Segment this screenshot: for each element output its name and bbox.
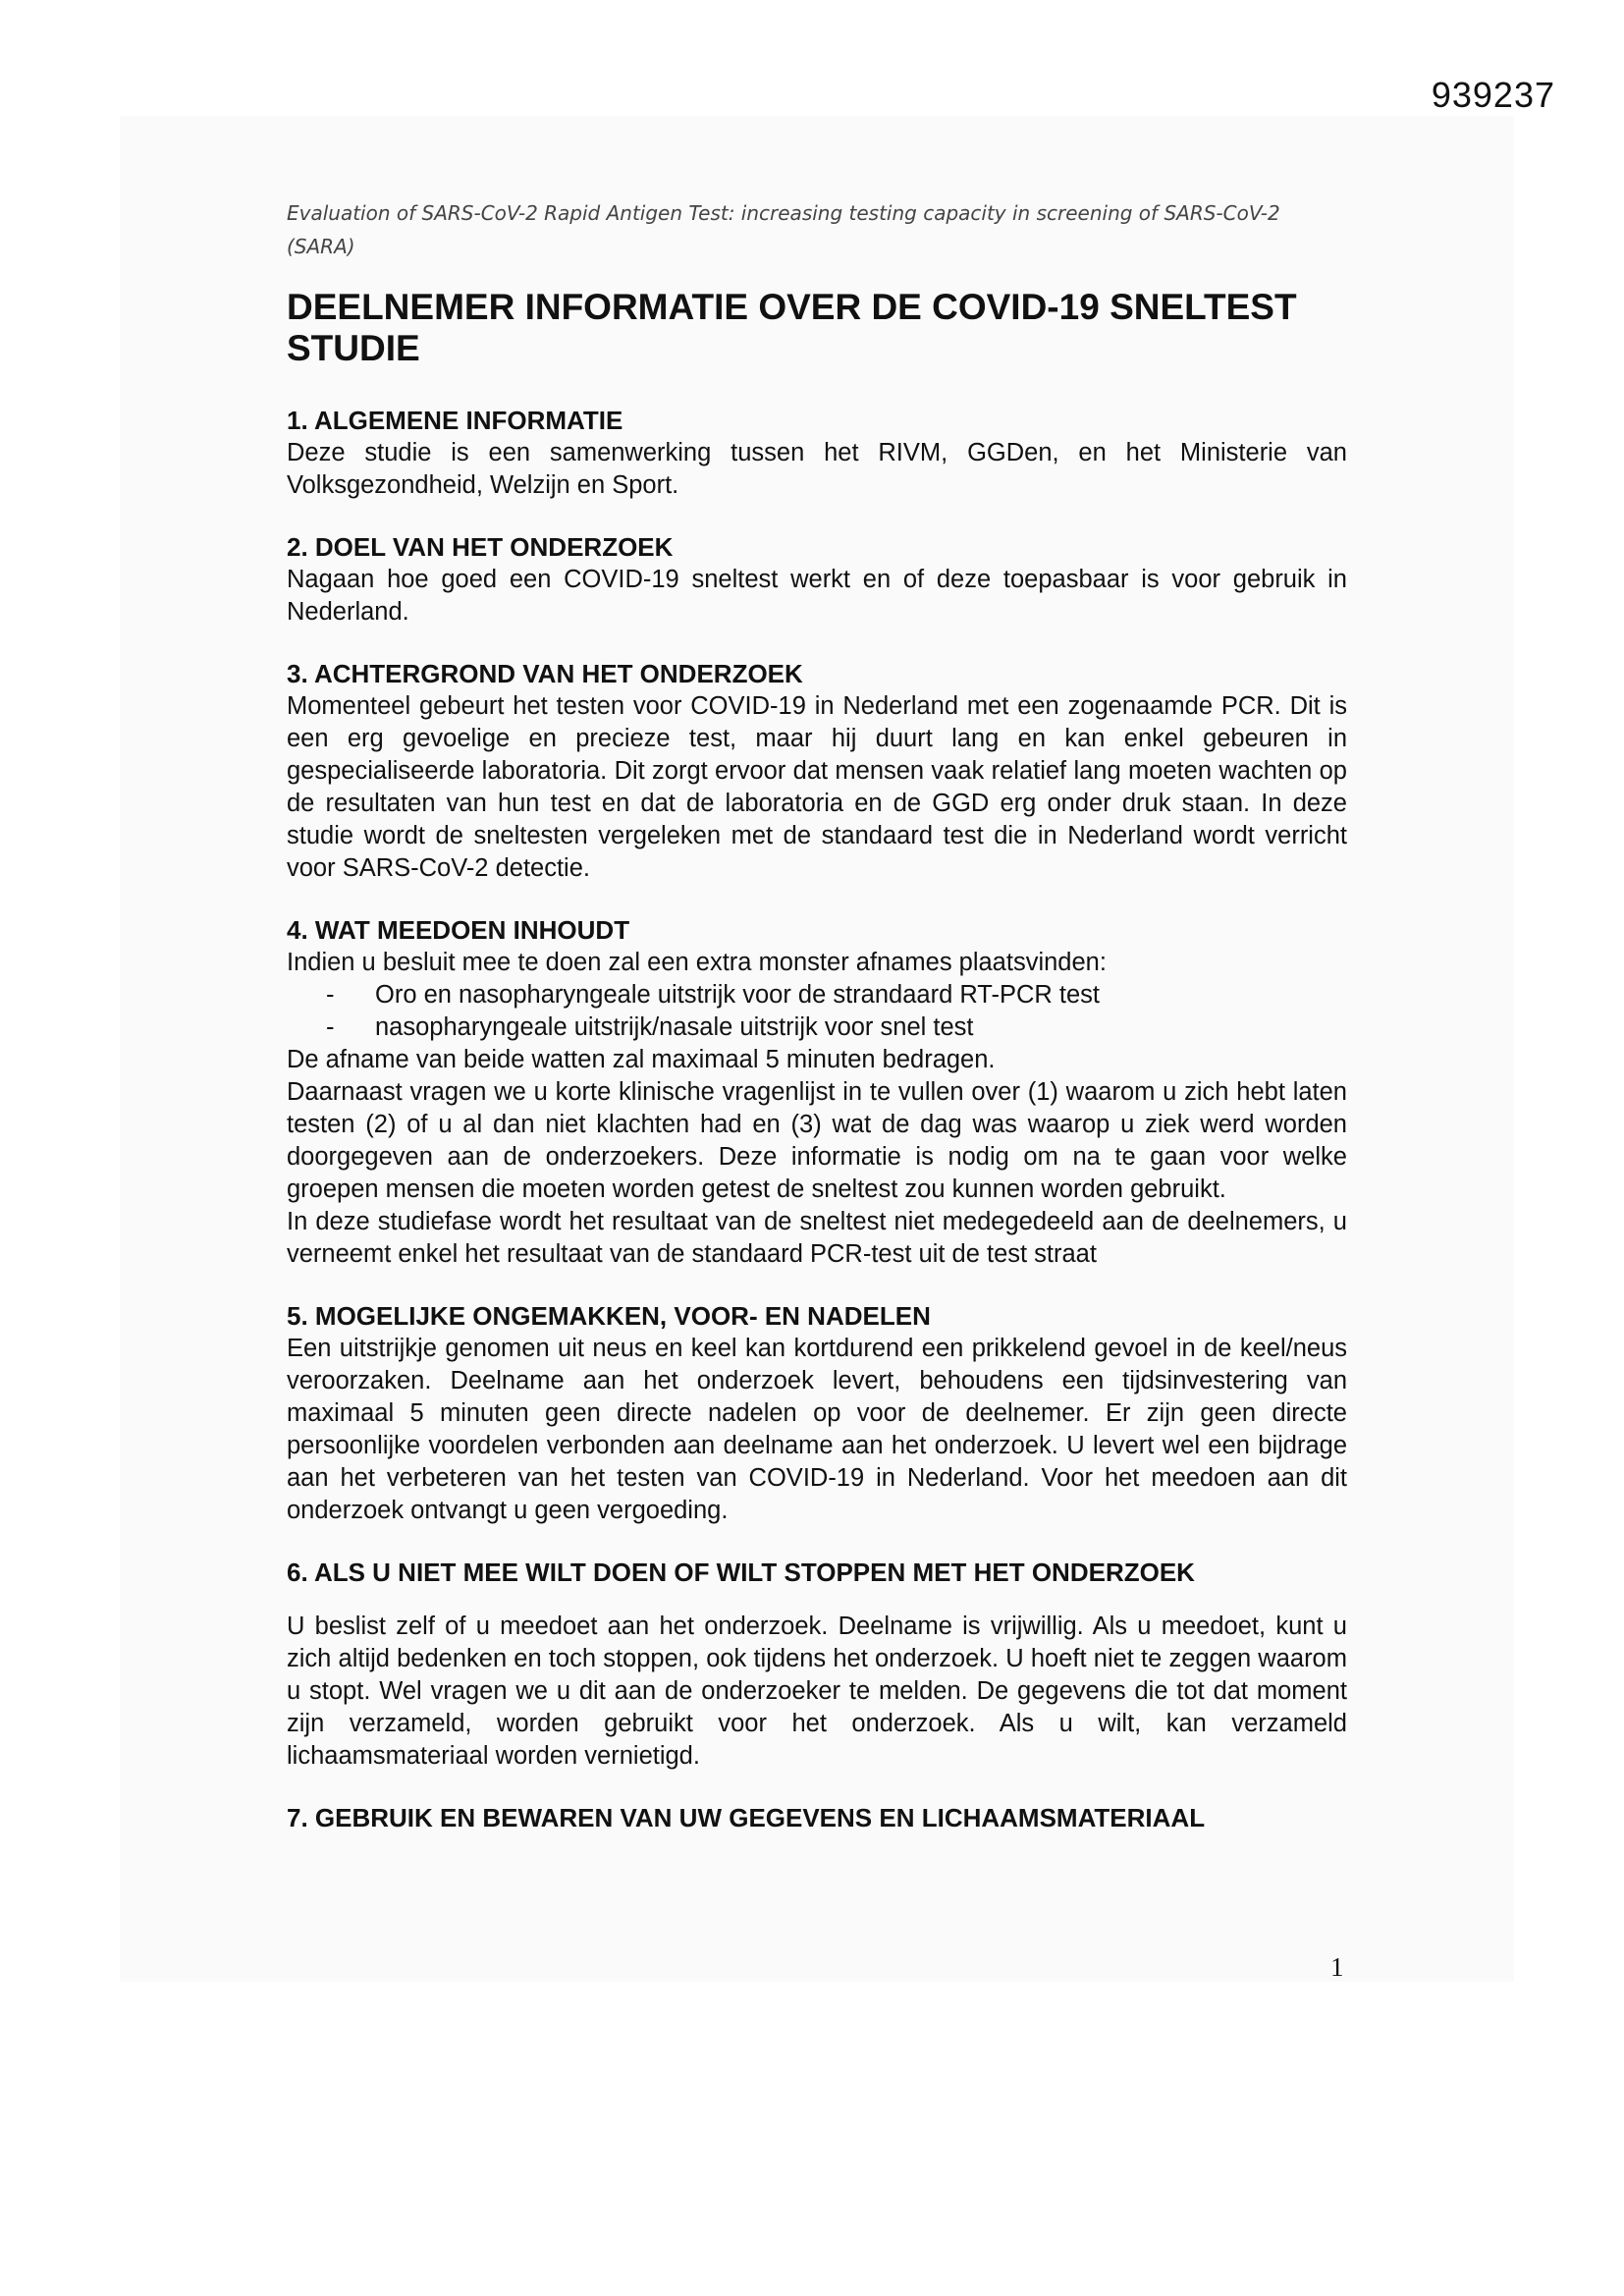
page-number: 1: [1330, 1952, 1344, 1982]
section-withdrawal: [287, 1557, 1347, 1773]
section-paragraph: U beslist zelf of u meedoet aan het onderzoek. Deelname is vrijwillig. Als u meedoet, kunt u zich altijd bedenken en toch stoppen, ook tijdens het onderzoek. U hoeft niet te zeggen waarom u stopt. Wel vragen we u dit aan de onderzoeker te melden. De gegevens die tot dat moment zijn verzameld, worden gebruikt voor het onderzoek. Als u wilt, kan verzameld lichaamsmateriaal worden vernietigd.: [287, 1613, 1347, 1770]
study-title: Evaluation of SARS-CoV-2 Rapid Antigen Test: increasing testing capacity in screening of SARS-CoV-2 (SARA): [287, 201, 1280, 258]
section-heading: 2. DOEL VAN HET ONDERZOEK: [287, 532, 674, 562]
section-participation: [287, 914, 1347, 1271]
main-heading: DEELNEMER INFORMATIE OVER DE COVID-19 SNELTEST STUDIE: [287, 287, 1297, 368]
section-background: [287, 658, 1347, 885]
document-content: [287, 196, 1347, 1864]
section-intro: Indien u besluit mee te doen zal een extra monster afnames plaatsvinden:: [287, 949, 1107, 976]
list-marker: -: [326, 981, 335, 1009]
sample-list: [287, 979, 1347, 1044]
section-paragraph: Deze studie is een samenwerking tussen het RIVM, GGDen, en het Ministerie van Volksgezondheid, Welzijn en Sport.: [287, 439, 1347, 499]
section-paragraph: Daarnaast vragen we u korte klinische vragenlijst in te vullen over (1) waarom u zich hebt laten testen (2) of u al dan niet klachten had en (3) wat de dag was waarop u ziek werd worden doorgegeven aan de onderzoekers. Deze informatie is nodig om na te gaan voor welke groepen mensen die moeten worden getest de sneltest zou kunnen worden gebruikt.: [287, 1078, 1347, 1203]
document-id: 939237: [1431, 75, 1555, 115]
list-item: [326, 1011, 1347, 1044]
section-data-storage: [287, 1802, 1347, 1834]
section-paragraph: De afname van beide watten zal maximaal 5 minuten bedragen.: [287, 1046, 996, 1073]
section-heading: 4. WAT MEEDOEN INHOUDT: [287, 915, 630, 945]
list-item-text: nasopharyngeale uitstrijk/nasale uitstrijk voor snel test: [375, 1013, 974, 1041]
list-item-text: Oro en nasopharyngeale uitstrijk voor de strandaard RT-PCR test: [375, 981, 1100, 1009]
section-heading: 1. ALGEMENE INFORMATIE: [287, 406, 623, 435]
section-heading: 6. ALS U NIET MEE WILT DOEN OF WILT STOPPEN MET HET ONDERZOEK: [287, 1558, 1195, 1587]
list-marker: -: [326, 1013, 335, 1041]
section-risks-benefits: [287, 1300, 1347, 1527]
section-paragraph: In deze studiefase wordt het resultaat van de sneltest niet medegedeeld aan de deelnemers, u verneemt enkel het resultaat van de standaard PCR-test uit de test straat: [287, 1208, 1347, 1268]
section-heading: 7. GEBRUIK EN BEWAREN VAN UW GEGEVENS EN LICHAAMSMATERIAAL: [287, 1803, 1206, 1832]
section-general-information: [287, 405, 1347, 502]
section-study-goal: [287, 531, 1347, 629]
list-item: [326, 979, 1347, 1011]
section-heading: 5. MOGELIJKE ONGEMAKKEN, VOOR- EN NADELEN: [287, 1301, 931, 1331]
section-heading: 3. ACHTERGROND VAN HET ONDERZOEK: [287, 659, 803, 688]
section-paragraph: Momenteel gebeurt het testen voor COVID-19 in Nederland met een zogenaamde PCR. Dit is een erg gevoelige en precieze test, maar hij duurt lang en kan enkel gebeuren in gespecialiseerde laboratoria. Dit zorgt ervoor dat mensen vaak relatief lang moeten wachten op de resultaten van hun test en dat de laboratoria en de GGD erg onder druk staan. In deze studie wordt de sneltesten vergeleken met de standaard test die in Nederland wordt verricht voor SARS-CoV-2 detectie.: [287, 692, 1347, 882]
section-paragraph: Nagaan hoe goed een COVID-19 sneltest werkt en of deze toepasbaar is voor gebruik in Nederland.: [287, 566, 1347, 626]
section-paragraph: Een uitstrijkje genomen uit neus en keel kan kortdurend een prikkelend gevoel in de keel/neus veroorzaken. Deelname aan het onderzoek levert, behoudens een tijdsinvestering van maximaal 5 minuten geen directe nadelen op voor de deelnemer. Er zijn geen directe persoonlijke voordelen verbonden aan deelname aan het onderzoek. U levert wel een bijdrage aan het verbeteren van het testen van COVID-19 in Nederland. Voor het meedoen aan dit onderzoek ontvangt u geen vergoeding.: [287, 1335, 1347, 1524]
